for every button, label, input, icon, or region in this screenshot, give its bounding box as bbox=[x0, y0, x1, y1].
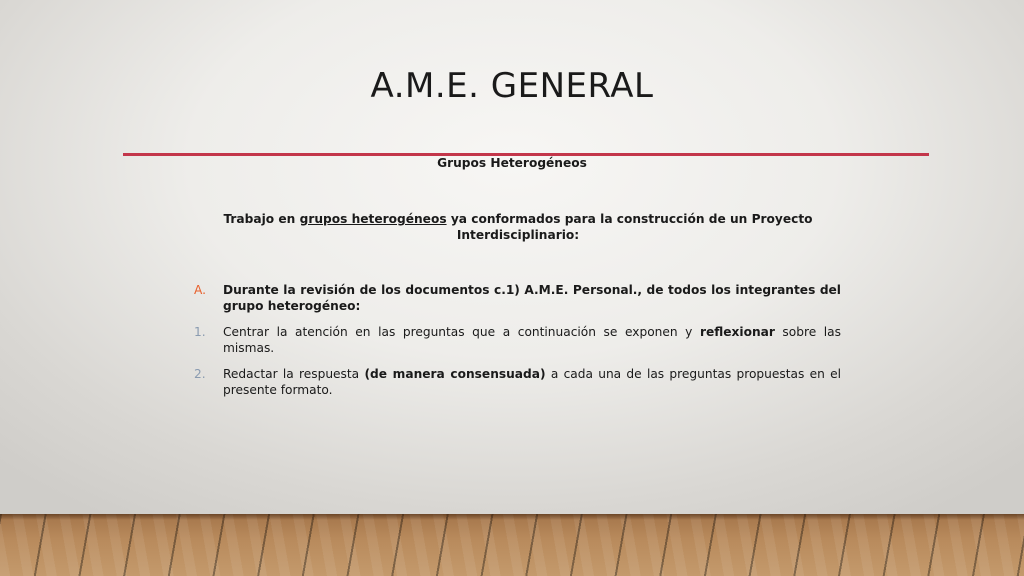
list-item-text: a cada una de las preguntas propuestas en el presente formato. bbox=[223, 367, 841, 397]
intro-text-after: ya conformados para la construcción de un Proyecto Interdisciplinario: bbox=[446, 212, 813, 242]
list-item bbox=[190, 324, 841, 356]
slide-subtitle: Grupos Heterogéneos bbox=[437, 156, 587, 170]
list-item bbox=[190, 366, 841, 398]
list-marker: A. bbox=[194, 283, 206, 297]
intro-underlined-text: grupos heterogéneos bbox=[299, 212, 447, 226]
list-item-text: sobre las mismas. bbox=[223, 325, 841, 355]
wooden-floor-decoration bbox=[0, 514, 1024, 576]
list-item-text: Centrar la atención en las preguntas que a continuación se exponen y bbox=[223, 325, 700, 339]
list-item bbox=[190, 282, 841, 314]
slide-title: A.M.E. GENERAL bbox=[370, 66, 654, 106]
instruction-list bbox=[190, 282, 841, 398]
list-item-bold-text: (de manera consensuada) bbox=[364, 367, 546, 381]
list-marker: 2. bbox=[194, 367, 206, 381]
intro-text-before: Trabajo en bbox=[223, 212, 300, 226]
intro-paragraph bbox=[195, 211, 841, 243]
list-marker: 1. bbox=[194, 325, 206, 339]
list-item-bold-text: reflexionar bbox=[699, 325, 775, 339]
list-item-text: Durante la revisión de los documentos c.1) A.M.E. Personal., de todos los integrantes del grupo heterogéneo: bbox=[223, 283, 841, 313]
list-item-text: Redactar la respuesta bbox=[223, 367, 365, 381]
